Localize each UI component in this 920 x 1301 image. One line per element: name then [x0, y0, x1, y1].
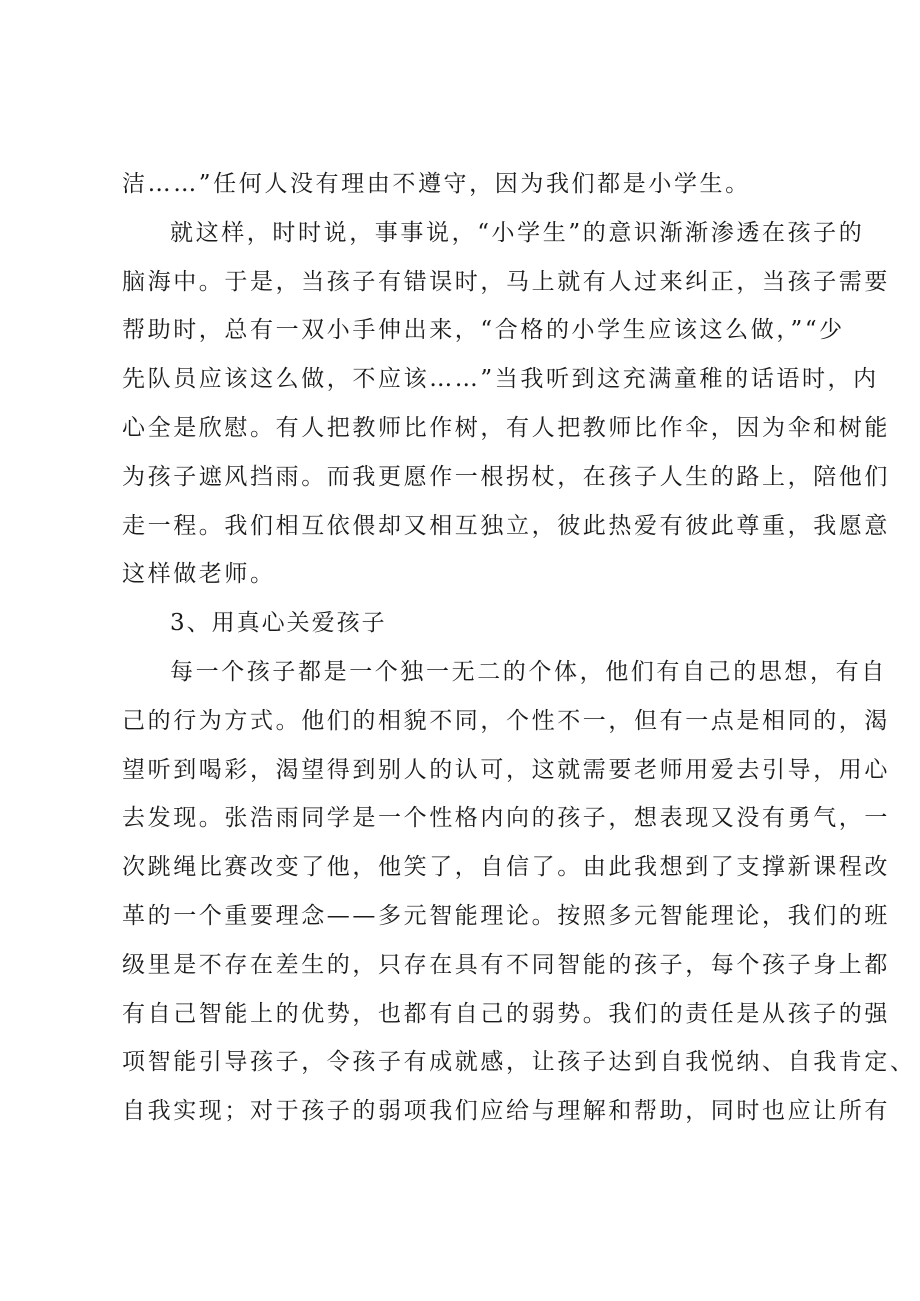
text-line: 革的一个重要理念——多元智能理论。按照多元智能理论，我们的班: [122, 902, 890, 929]
text-line: 走一程。我们相互依偎却又相互独立，彼此热爱有彼此尊重，我愿意: [122, 512, 890, 539]
section-heading: 3、用真心关爱孩子: [170, 610, 387, 637]
text-line: 级里是不存在差生的，只存在具有不同智能的孩子，每个孩子身上都: [122, 951, 890, 978]
text-line: 次跳绳比赛改变了他，他笑了，自信了。由此我想到了支撑新课程改: [122, 854, 890, 881]
text-line: 去发现。张浩雨同学是一个性格内向的孩子，想表现又没有勇气，一: [122, 805, 890, 832]
text-line: 为孩子遮风挡雨。而我更愿作一根拐杖，在孩子人生的路上，陪他们: [122, 463, 890, 490]
text-line: 项智能引导孩子，令孩子有成就感，让孩子达到自我悦纳、自我肯定、: [122, 1049, 916, 1076]
paragraph-start-line: 每一个孩子都是一个独一无二的个体，他们有自己的思想，有自: [170, 658, 887, 685]
body-text: [122, 160, 916, 1136]
text-line: 脑海中。于是，当孩子有错误时，马上就有人过来纠正，当孩子需要: [122, 268, 890, 295]
text-line: 己的行为方式。他们的相貌不同，个性不一，但有一点是相同的，渴: [122, 707, 890, 734]
text-line: 自我实现；对于孩子的弱项我们应给与理解和帮助，同时也应让所有: [122, 1098, 890, 1125]
text-line: 这样做老师。: [122, 561, 276, 588]
text-line: 洁……”任何人没有理由不遵守，因为我们都是小学生。: [122, 171, 751, 197]
text-line: 望听到喝彩，渴望得到别人的认可，这就需要老师用爱去引导，用心: [122, 756, 890, 783]
text-line: 先队员应该这么做，不应该……”当我听到这充满童稚的话语时，内: [122, 366, 879, 393]
text-line: 帮助时，总有一双小手伸出来，“合格的小学生应该这么做，”“少: [122, 317, 845, 344]
text-line: 心全是欣慰。有人把教师比作树，有人把教师比作伞，因为伞和树能: [122, 414, 890, 441]
text-line: 有自己智能上的优势，也都有自己的弱势。我们的责任是从孩子的强: [122, 1000, 890, 1027]
paragraph-start-line: 就这样，时时说，事事说，“小学生”的意识渐渐渗透在孩子的: [170, 219, 865, 246]
